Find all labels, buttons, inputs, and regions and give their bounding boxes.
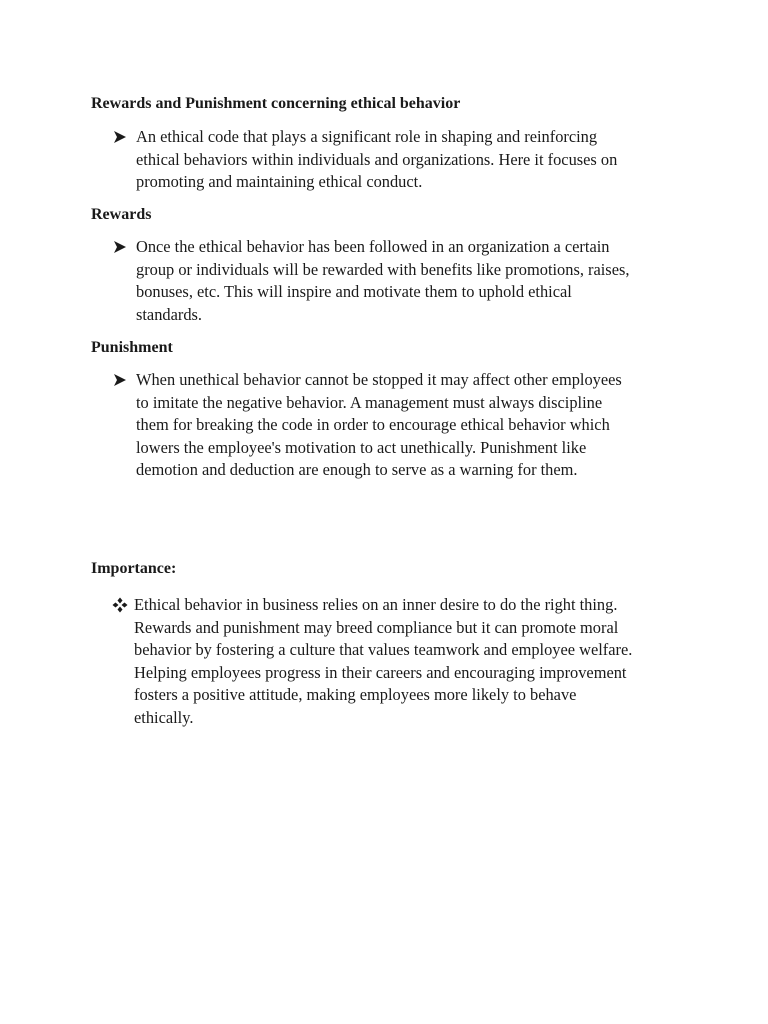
bullet-line: ethically. [134, 707, 194, 727]
document-title: Rewards and Punishment concerning ethical behavior [91, 95, 461, 112]
bullet-line: When unethical behavior cannot be stopped it may affect other employees [136, 370, 622, 389]
bullet-line: demotion and deduction are enough to serve as a warning for them. [136, 460, 578, 480]
section-heading-punishment: Punishment [91, 339, 173, 356]
bullet-line: Ethical behavior in business relies on an inner desire to do the right thing. [134, 595, 618, 614]
bullet-text [136, 126, 676, 194]
bullet-line: bonuses, etc. This will inspire and motivate them to uphold ethical [136, 282, 572, 302]
bullet-line: group or individuals will be rewarded with benefits like promotions, raises, [136, 259, 630, 279]
bullet-line: Rewards and punishment may breed compliance but it can promote moral [134, 617, 619, 637]
bullet-line: lowers the employee's motivation to act unethically. Punishment like [136, 437, 587, 457]
bullet-line: them for breaking the code in order to encourage ethical behavior which [136, 415, 610, 435]
bullet-line: Once the ethical behavior has been followed in an organization a certain [136, 237, 610, 256]
section-heading-rewards: Rewards [91, 206, 152, 223]
bullet-text [134, 594, 674, 730]
arrowhead-bullet-icon [112, 128, 128, 146]
section-heading-importance: Importance: [91, 560, 177, 577]
bullet-text [136, 369, 676, 482]
arrowhead-bullet-icon [112, 371, 128, 389]
bullet-line: An ethical code that plays a significant role in shaping and reinforcing [136, 127, 598, 146]
bullet-line: fosters a positive attitude, making employees more likely to behave [134, 685, 577, 705]
bullet-line: Helping employees progress in their careers and encouraging improvement [134, 662, 627, 682]
bullet-line: behavior by fostering a culture that values teamwork and employee welfare. [134, 640, 633, 660]
bullet-line: promoting and maintaining ethical conduct. [136, 172, 423, 192]
bullet-line: to imitate the negative behavior. A management must always discipline [136, 392, 603, 412]
arrowhead-bullet-icon [112, 238, 128, 256]
bullet-line: standards. [136, 304, 203, 324]
diamond-cluster-bullet-icon [112, 596, 128, 614]
bullet-line: ethical behaviors within individuals and organizations. Here it focuses on [136, 149, 618, 169]
bullet-text [136, 236, 676, 326]
